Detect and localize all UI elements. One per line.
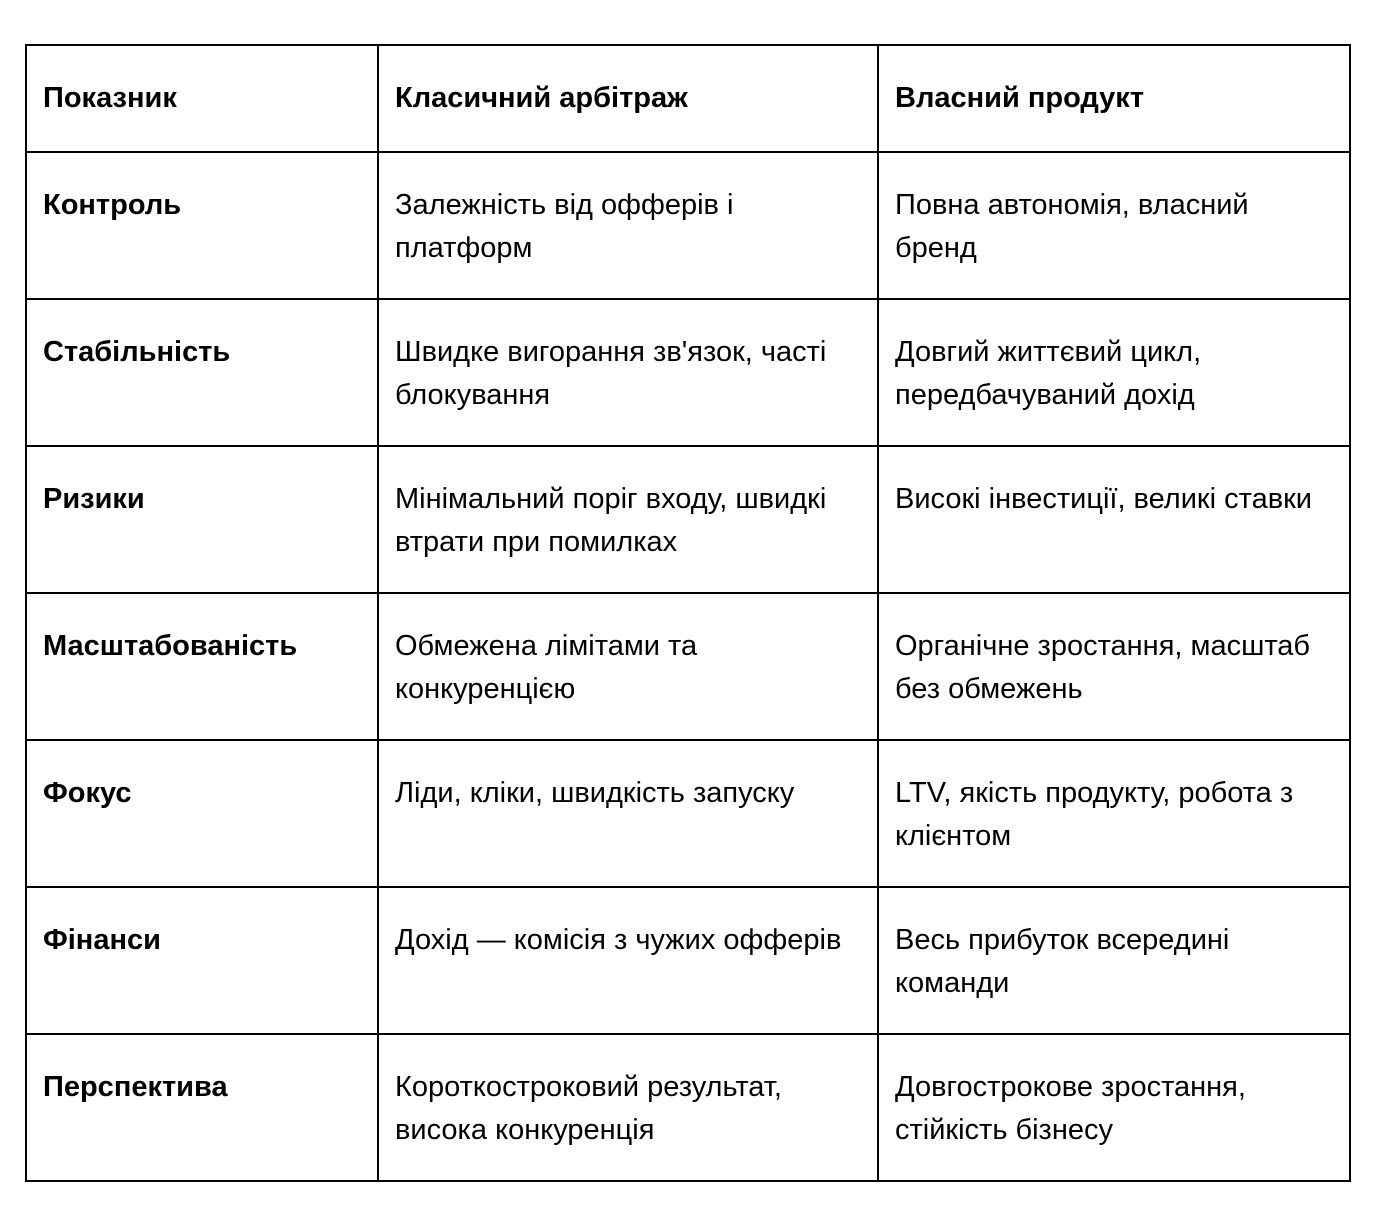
row-own-value: Високі інвестиції, великі ставки: [878, 446, 1350, 593]
row-metric: Масштабованість: [26, 593, 378, 740]
row-metric: Контроль: [26, 152, 378, 299]
comparison-table-container: [25, 44, 1351, 1182]
row-own-value: Повна автономія, власний бренд: [878, 152, 1350, 299]
row-classic-value: Швидке вигорання зв'язок, часті блокування: [378, 299, 878, 446]
row-metric: Фінанси: [26, 887, 378, 1034]
row-metric: Ризики: [26, 446, 378, 593]
table-row: [26, 593, 1350, 740]
row-classic-value: Дохід — комісія з чужих офферів: [378, 887, 878, 1034]
row-classic-value: Мінімальний поріг входу, швидкі втрати при помилках: [378, 446, 878, 593]
row-classic-value: Ліди, кліки, швидкість запуску: [378, 740, 878, 887]
table-header-row: [26, 45, 1350, 152]
header-metric: Показник: [26, 45, 378, 152]
row-own-value: Органічне зростання, масштаб без обмежень: [878, 593, 1350, 740]
row-own-value: LTV, якість продукту, робота з клієнтом: [878, 740, 1350, 887]
row-own-value: Довгострокове зростання, стійкість бізнесу: [878, 1034, 1350, 1181]
row-classic-value: Залежність від офферів і платформ: [378, 152, 878, 299]
table-row: [26, 299, 1350, 446]
row-metric: Перспектива: [26, 1034, 378, 1181]
header-classic-arbitrage: Класичний арбітраж: [378, 45, 878, 152]
header-own-product: Власний продукт: [878, 45, 1350, 152]
row-metric: Стабільність: [26, 299, 378, 446]
comparison-table: [25, 44, 1351, 1182]
table-row: [26, 446, 1350, 593]
row-metric: Фокус: [26, 740, 378, 887]
table-row: [26, 152, 1350, 299]
table-row: [26, 740, 1350, 887]
row-own-value: Довгий життєвий цикл, передбачуваний дохід: [878, 299, 1350, 446]
row-own-value: Весь прибуток всередині команди: [878, 887, 1350, 1034]
table-row: [26, 1034, 1350, 1181]
table-row: [26, 887, 1350, 1034]
row-classic-value: Короткостроковий результат, висока конкуренція: [378, 1034, 878, 1181]
row-classic-value: Обмежена лімітами та конкуренцією: [378, 593, 878, 740]
